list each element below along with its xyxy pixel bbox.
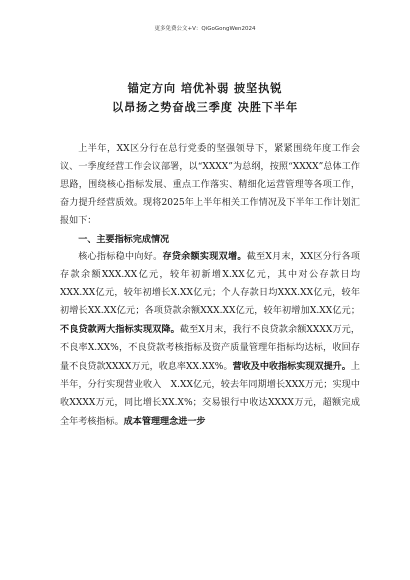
lead-sentence: 核心指标稳中向好。 (78, 252, 163, 263)
bold-revenue: 营收及中收指标实现双提升。 (232, 360, 351, 372)
bold-nonperforming: 不良贷款两大指标实现双降。 (60, 324, 180, 336)
indicators-paragraph (60, 248, 360, 431)
section-heading: 一、主要指标完成情况 (78, 233, 170, 245)
deposit-loan-text: 截至X月末，XX区分行各项存款余额XXX.XX亿元，较年初新增X.XX亿元，其中对公存款日均XXX.XX亿元，较年初增长X.XX亿元；个人存款日均XXX.XX亿元，较年初增长XX.XX亿元；各项贷款余额XXX.XX亿元，较年初增加X.XX亿元； (60, 252, 360, 317)
bold-cost: 成本管理理念进一步 (123, 415, 206, 427)
bold-deposit-loan: 存贷余额实现双增。 (162, 251, 247, 263)
document-body (60, 141, 360, 432)
nonperforming-text: 截至X月末，我行不良贷款余额XXXX万元，不良率X.XX%，不良贷款考核指标及资产质量管理年指标均达标，收回存量不良贷款XXXX万元，收息率XX.XX%。 (60, 325, 360, 372)
watermark-text: 更多免费公文+V：QiGoGongWen2024 (154, 26, 256, 32)
title-line-2: 以昂扬之势奋战三季度 决胜下半年 (111, 100, 299, 114)
revenue-text: 上半年，分行实现营业收入 X.XX亿元，较去年同期增长XXX万元；实现中收XXXX万元，同比增长XX.X%；交易银行中收达XXXX万元，超额完成全年考核指标。 (60, 361, 360, 427)
intro-paragraph: 上半年，XX区分行在总行党委的坚强领导下，紧紧围绕年度工作会议、一季度经营工作会议部署，以“XXXX”为总纲，按照“XXXX”总体工作思路，围绕核心指标发展、重点工作落实、精细化运营管理等各项工作，奋力提升经营质效。现将2025年上半年相关工作情况及下半年工作计划汇报如下： (60, 144, 360, 226)
title-line-1: 锚定方向 培优补弱 披坚执锐 (127, 81, 283, 95)
